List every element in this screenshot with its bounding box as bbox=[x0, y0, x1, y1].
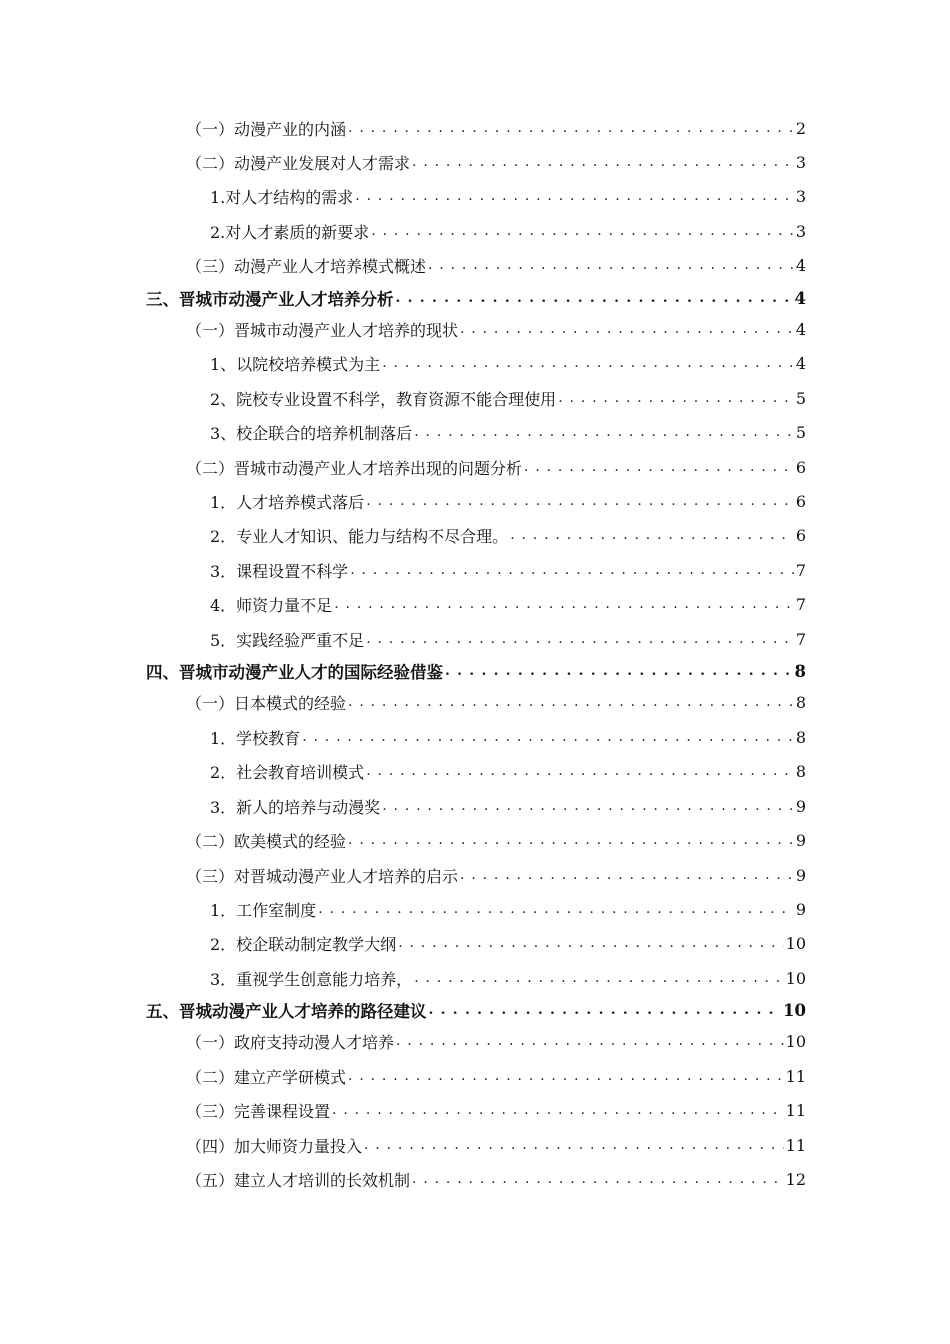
toc-entry-title: 1．人才培养模式落后 bbox=[210, 492, 365, 512]
toc-entry[interactable] bbox=[186, 823, 806, 857]
toc-entry-title: 三、晋城市动漫产业人才培养分析 bbox=[146, 290, 394, 309]
dot-leader bbox=[414, 961, 783, 995]
toc-entry[interactable] bbox=[186, 248, 806, 282]
toc-entry-title: 1．工作室制度 bbox=[210, 900, 317, 920]
toc-entry-title: 1、以院校培养模式为主 bbox=[210, 354, 381, 374]
toc-page-number: 8 bbox=[795, 727, 806, 747]
toc-entry-title: 1.对人才结构的需求 bbox=[210, 187, 354, 207]
toc-page-number: 5 bbox=[795, 422, 806, 442]
dot-leader bbox=[332, 1093, 784, 1127]
toc-entry-title: 3．课程设置不科学 bbox=[210, 561, 349, 581]
toc-entry[interactable] bbox=[210, 381, 806, 415]
toc-page-number: 3 bbox=[795, 221, 806, 241]
dot-leader bbox=[366, 622, 794, 656]
toc-entry[interactable] bbox=[210, 214, 806, 248]
toc-entry[interactable] bbox=[186, 685, 806, 719]
dot-leader bbox=[371, 214, 794, 248]
toc-entry-title: 2、院校专业设置不科学，教育资源不能合理使用 bbox=[210, 389, 557, 409]
toc-page-number: 3 bbox=[795, 152, 806, 172]
toc-entry-title: 2．专业人才知识、能力与结构不尽合理。 bbox=[210, 526, 509, 546]
dot-leader bbox=[460, 858, 794, 892]
dot-leader bbox=[412, 145, 794, 179]
toc-entry[interactable] bbox=[210, 754, 806, 788]
dot-leader bbox=[396, 1024, 784, 1058]
dot-leader bbox=[366, 484, 794, 518]
toc-entry-title: （三）动漫产业人才培养模式概述 bbox=[186, 256, 427, 276]
toc-page-number: 11 bbox=[785, 1066, 806, 1086]
toc-entry[interactable] bbox=[210, 587, 806, 621]
toc-entry-title: （一）晋城市动漫产业人才培养的现状 bbox=[186, 320, 459, 340]
toc-chapter-entry[interactable] bbox=[146, 281, 806, 315]
toc-page-number: 3 bbox=[795, 186, 806, 206]
toc-entry[interactable] bbox=[186, 1093, 806, 1127]
toc-page-number: 10 bbox=[783, 1000, 806, 1020]
toc-entry-title: 3．新人的培养与动漫奖 bbox=[210, 797, 381, 817]
toc-entry[interactable] bbox=[210, 484, 806, 518]
toc-entry[interactable] bbox=[210, 346, 806, 380]
toc-page-number: 9 bbox=[795, 899, 806, 919]
toc-chapter-entry[interactable] bbox=[146, 993, 806, 1027]
dot-leader bbox=[414, 415, 794, 449]
toc-page-number: 6 bbox=[795, 525, 806, 545]
toc-entry[interactable] bbox=[210, 553, 806, 587]
toc-page-number: 4 bbox=[795, 353, 806, 373]
dot-leader bbox=[398, 926, 783, 960]
toc-page-number: 9 bbox=[795, 830, 806, 850]
toc-entry[interactable] bbox=[186, 450, 806, 484]
dot-leader bbox=[412, 1162, 784, 1196]
toc-entry-title: 3．重视学生创意能力培养， bbox=[210, 969, 413, 989]
toc-entry[interactable] bbox=[186, 1024, 806, 1058]
toc-entry[interactable] bbox=[210, 622, 806, 656]
toc-entry[interactable] bbox=[186, 1059, 806, 1093]
toc-page-number: 4 bbox=[795, 255, 806, 275]
toc-entry-title: （四）加大师资力量投入 bbox=[186, 1136, 363, 1156]
dot-leader bbox=[366, 754, 794, 788]
toc-entry[interactable] bbox=[210, 892, 806, 926]
toc-page-number: 10 bbox=[785, 1031, 806, 1051]
toc-page-number: 9 bbox=[795, 796, 806, 816]
toc-entry-title: 3、校企联合的培养机制落后 bbox=[210, 423, 413, 443]
toc-chapter-entry[interactable] bbox=[146, 654, 806, 688]
toc-page-number: 12 bbox=[785, 1169, 806, 1189]
toc-entry-title: （一）动漫产业的内涵 bbox=[186, 119, 347, 139]
toc-entry[interactable] bbox=[186, 111, 806, 145]
toc-page-number: 4 bbox=[795, 319, 806, 339]
toc-page-number: 6 bbox=[795, 457, 806, 477]
toc-entry[interactable] bbox=[186, 1162, 806, 1196]
toc-page-number: 2 bbox=[795, 118, 806, 138]
toc-entry-title: 2．校企联动制定教学大纲 bbox=[210, 934, 397, 954]
toc-entry-title: 五、晋城动漫产业人才培养的路径建议 bbox=[146, 1002, 427, 1021]
dot-leader bbox=[348, 823, 794, 857]
dot-leader bbox=[348, 685, 794, 719]
toc-entry[interactable] bbox=[186, 1128, 806, 1162]
toc-entry-title: （一）政府支持动漫人才培养 bbox=[186, 1032, 395, 1052]
toc-page-number: 9 bbox=[795, 865, 806, 885]
dot-leader bbox=[510, 518, 794, 552]
toc-entry-title: 4．师资力量不足 bbox=[210, 595, 333, 615]
toc-entry[interactable] bbox=[210, 789, 806, 823]
toc-entry-title: （二）动漫产业发展对人才需求 bbox=[186, 153, 411, 173]
toc-entry[interactable] bbox=[186, 145, 806, 179]
toc-entry-title: 四、晋城市动漫产业人才的国际经验借鉴 bbox=[146, 663, 443, 682]
dot-leader bbox=[396, 281, 793, 315]
toc-page-number: 10 bbox=[785, 968, 806, 988]
toc-page-number: 7 bbox=[795, 629, 806, 649]
toc-page-number: 8 bbox=[795, 761, 806, 781]
toc-entry[interactable] bbox=[210, 720, 806, 754]
dot-leader bbox=[364, 1128, 784, 1162]
toc-entry[interactable] bbox=[210, 926, 806, 960]
toc-page-number: 7 bbox=[795, 560, 806, 580]
dot-leader bbox=[348, 111, 794, 145]
toc-entry-title: （二）欧美模式的经验 bbox=[186, 831, 347, 851]
dot-leader bbox=[429, 993, 782, 1027]
toc-entry-title: 2．社会教育培训模式 bbox=[210, 762, 365, 782]
toc-entry[interactable] bbox=[210, 415, 806, 449]
toc-entry[interactable] bbox=[186, 858, 806, 892]
dot-leader bbox=[302, 720, 794, 754]
toc-entry-title: （五）建立人才培训的长效机制 bbox=[186, 1170, 411, 1190]
dot-leader bbox=[318, 892, 794, 926]
toc-entry-title: 2.对人才素质的新要求 bbox=[210, 222, 370, 242]
toc-page-number: 5 bbox=[795, 388, 806, 408]
toc-entry[interactable] bbox=[210, 961, 806, 995]
dot-leader bbox=[428, 248, 794, 282]
dot-leader bbox=[382, 789, 794, 823]
dot-leader bbox=[558, 381, 794, 415]
toc-page-number: 8 bbox=[794, 661, 806, 681]
toc-page-number: 7 bbox=[795, 594, 806, 614]
toc-page-number: 6 bbox=[795, 491, 806, 511]
dot-leader bbox=[445, 654, 793, 688]
dot-leader bbox=[334, 587, 794, 621]
dot-leader bbox=[460, 312, 794, 346]
toc-entry[interactable] bbox=[210, 179, 806, 213]
dot-leader bbox=[382, 346, 794, 380]
toc-page-number: 10 bbox=[785, 933, 806, 953]
toc-entry-title: （三）对晋城动漫产业人才培养的启示 bbox=[186, 866, 459, 886]
toc-entry-title: 1．学校教育 bbox=[210, 728, 301, 748]
toc-entry-title: （二）晋城市动漫产业人才培养出现的问题分析 bbox=[186, 458, 523, 478]
toc-entry-title: 5．实践经验严重不足 bbox=[210, 630, 365, 650]
toc-page-number: 11 bbox=[785, 1135, 806, 1155]
toc-page-number: 11 bbox=[785, 1100, 806, 1120]
dot-leader bbox=[350, 553, 794, 587]
toc-entry-title: （三）完善课程设置 bbox=[186, 1101, 331, 1121]
toc-entry-title: （二）建立产学研模式 bbox=[186, 1067, 347, 1087]
dot-leader bbox=[355, 179, 794, 213]
toc-entry[interactable] bbox=[210, 518, 806, 552]
toc-page-number: 8 bbox=[795, 692, 806, 712]
toc-page-number: 4 bbox=[794, 288, 806, 308]
dot-leader bbox=[524, 450, 794, 484]
toc-entry-title: （一）日本模式的经验 bbox=[186, 693, 347, 713]
toc-entry[interactable] bbox=[186, 312, 806, 346]
dot-leader bbox=[348, 1059, 784, 1093]
